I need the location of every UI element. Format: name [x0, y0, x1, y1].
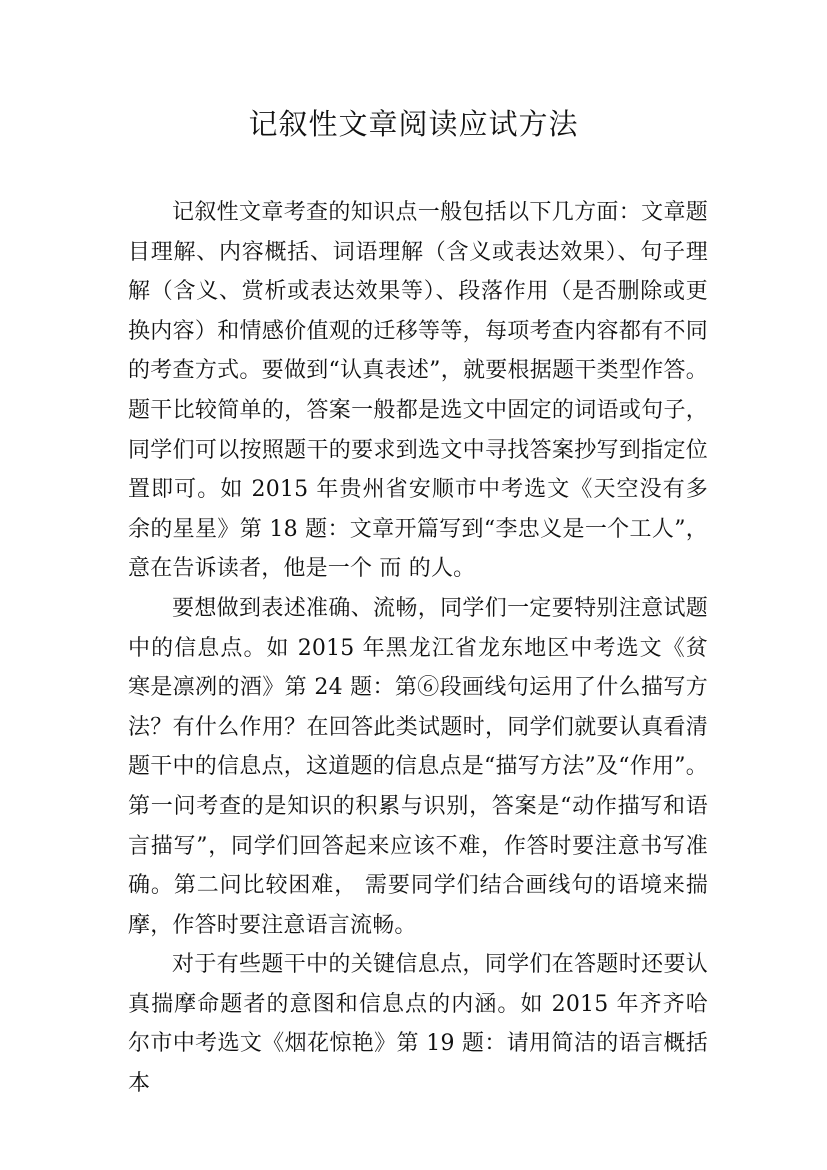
- paragraph-3: 对于有些题干中的关键信息点，同学们在答题时还要认真揣摩命题者的意图和信息点的内涵。如 2015 年齐齐哈尔市中考选文《烟花惊艳》第 19 题：请用简洁的语言概括本: [128, 952, 708, 1097]
- document-title: 记叙性文章阅读应试方法: [248, 107, 579, 141]
- paragraph-2: 要想做到表述准确、流畅，同学们一定要特别注意试题中的信息点。如 2015 年黑龙江省龙东地区中考选文《贫寒是凛冽的酒》第 24 题：第⑥段画线句运用了什么描写方法？有什么作用？在回答此类试题时，同学们就要认真看清题干中的信息点，这道题的信息点是“描写方法”及“作用”。第一问考查的是知识的积累与识别，答案是“动作描写和语言描写”，同学们回答起来应该不难，作答时要注意书写准确。第二问比较困难， 需要同学们结合画线句的语境来揣摩，作答时要注意语言流畅。: [128, 595, 708, 938]
- document-body: [128, 193, 708, 1104]
- paragraph-1: 记叙性文章考查的知识点一般包括以下几方面：文章题目理解、内容概括、词语理解（含义或表达效果）、句子理解（含义、赏析或表达效果等）、段落作用（是否删除或更换内容）和情感价值观的迁移等等，每项考查内容都有不同的考查方式。要做到“认真表述”，就要根据题干类型作答。题干比较简单的，答案一般都是选文中固定的词语或句子，同学们可以按照题干的要求到选文中寻找答案抄写到指定位置即可。如 2015 年贵州省安顺市中考选文《天空没有多余的星星》第 18 题：文章开篇写到“李忠义是一个工人”，意在告诉读者，他是一个 而 的人。: [128, 200, 708, 582]
